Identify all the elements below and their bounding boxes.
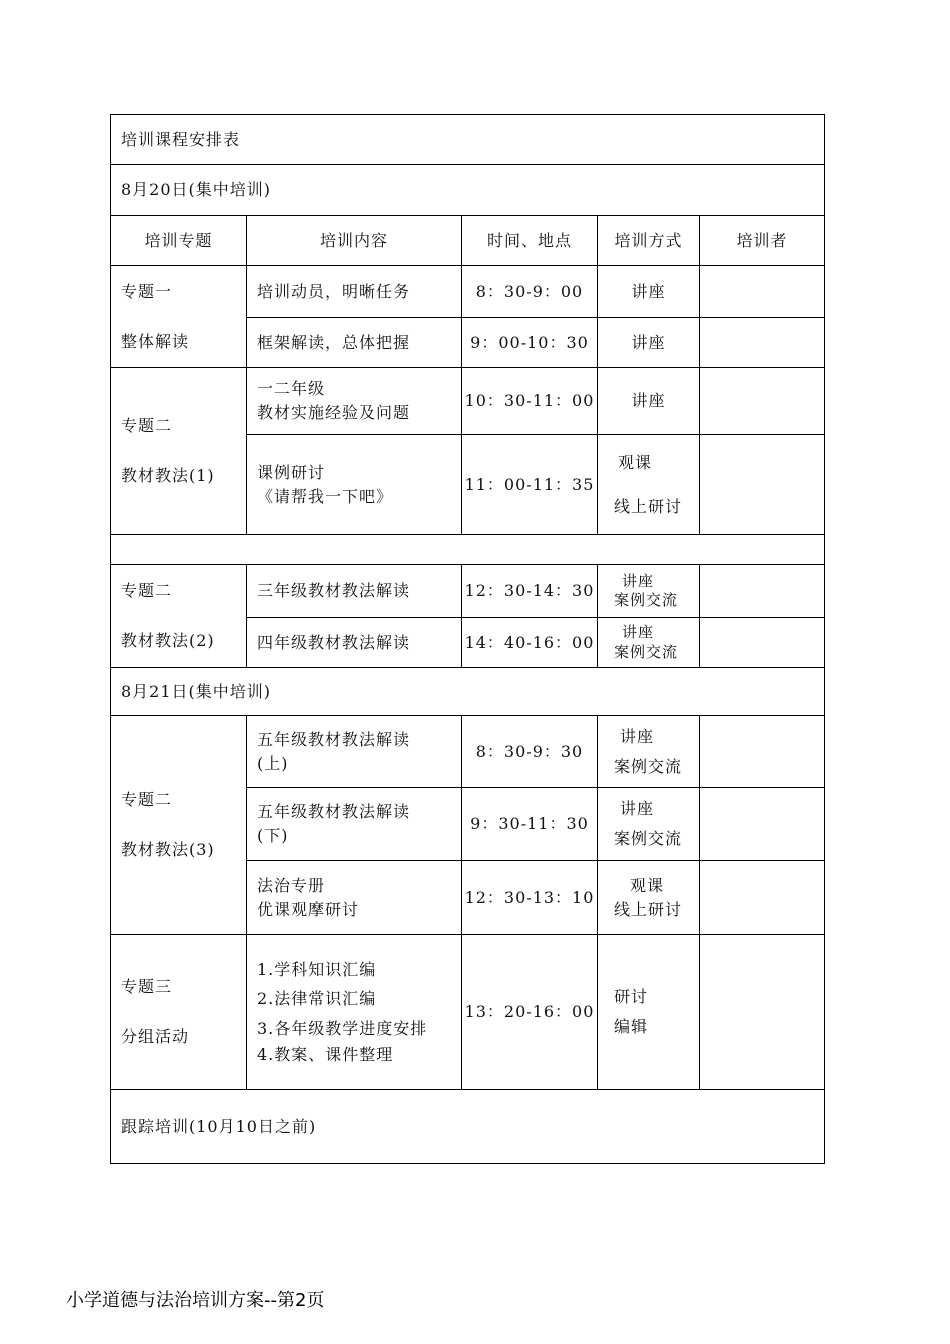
- page-footer: 小学道德与法治培训方案--第2页: [66, 1290, 325, 1311]
- method-cell: 讲座: [598, 266, 700, 318]
- table-row: [111, 935, 825, 1090]
- trainer-cell: [700, 716, 825, 788]
- day1-label: 8月20日(集中培训): [111, 165, 825, 216]
- header-trainer: 培训者: [700, 216, 825, 266]
- content-cell: 培训动员，明晰任务: [247, 266, 462, 318]
- time-cell: 10：30-11：00: [462, 368, 598, 435]
- time-cell: 8：30-9：00: [462, 266, 598, 318]
- day2-label: 8月21日(集中培训): [111, 668, 825, 716]
- schedule-table: [110, 114, 825, 1164]
- trainer-cell: [700, 368, 825, 435]
- method-cell: 观课 线上研讨: [598, 861, 700, 935]
- trainer-cell: [700, 435, 825, 535]
- method-cell: 讲座 案例交流: [598, 565, 700, 618]
- method-cell: 讲座: [598, 318, 700, 368]
- topic-cell: 专题三 分组活动: [111, 935, 247, 1090]
- method-cell: 观课 线上研讨: [598, 435, 700, 535]
- table-row: [111, 716, 825, 788]
- followup-label: 跟踪培训(10月10日之前): [111, 1090, 825, 1164]
- time-cell: 9：00-10：30: [462, 318, 598, 368]
- header-time: 时间、地点: [462, 216, 598, 266]
- method-cell: 研讨 编辑: [598, 935, 700, 1090]
- method-cell: 讲座 案例交流: [598, 618, 700, 668]
- content-cell: 四年级教材教法解读: [247, 618, 462, 668]
- time-cell: 9：30-11：30: [462, 788, 598, 861]
- table-row: [111, 565, 825, 618]
- content-cell: 一二年级 教材实施经验及问题: [247, 368, 462, 435]
- content-cell: 三年级教材教法解读: [247, 565, 462, 618]
- method-cell: 讲座 案例交流: [598, 788, 700, 861]
- table-row: [111, 368, 825, 435]
- table-row: [111, 266, 825, 318]
- topic-cell: 专题一 整体解读: [111, 266, 247, 368]
- topic-cell: 专题二 教材教法(2): [111, 565, 247, 668]
- time-cell: 12：30-13：10: [462, 861, 598, 935]
- trainer-cell: [700, 861, 825, 935]
- topic-cell: 专题二 教材教法(1): [111, 368, 247, 535]
- trainer-cell: [700, 618, 825, 668]
- time-cell: 13：20-16：00: [462, 935, 598, 1090]
- table-title: 培训课程安排表: [111, 115, 825, 165]
- header-content: 培训内容: [247, 216, 462, 266]
- method-cell: 讲座 案例交流: [598, 716, 700, 788]
- topic-cell: 专题二 教材教法(3): [111, 716, 247, 935]
- header-row: [111, 216, 825, 266]
- time-cell: 12：30-14：30: [462, 565, 598, 618]
- content-cell: 1.学科知识汇编 2.法律常识汇编 3.各年级教学进度安排 4.教案、课件整理: [247, 935, 462, 1090]
- content-cell: 法治专册 优课观摩研讨: [247, 861, 462, 935]
- trainer-cell: [700, 935, 825, 1090]
- time-cell: 14：40-16：00: [462, 618, 598, 668]
- content-cell: 课例研讨 《请帮我一下吧》: [247, 435, 462, 535]
- trainer-cell: [700, 788, 825, 861]
- spacer-row: [111, 535, 825, 565]
- header-method: 培训方式: [598, 216, 700, 266]
- time-cell: 8：30-9：30: [462, 716, 598, 788]
- content-cell: 五年级教材教法解读 (上): [247, 716, 462, 788]
- trainer-cell: [700, 565, 825, 618]
- time-cell: 11：00-11：35: [462, 435, 598, 535]
- trainer-cell: [700, 318, 825, 368]
- method-cell: 讲座: [598, 368, 700, 435]
- content-cell: 框架解读，总体把握: [247, 318, 462, 368]
- content-cell: 五年级教材教法解读 (下): [247, 788, 462, 861]
- header-topic: 培训专题: [111, 216, 247, 266]
- trainer-cell: [700, 266, 825, 318]
